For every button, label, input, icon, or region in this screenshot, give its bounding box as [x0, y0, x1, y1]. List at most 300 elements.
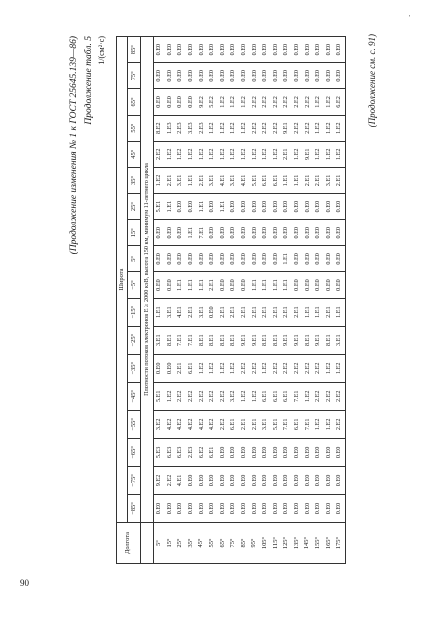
- flux-value-cell: 0.E0: [281, 494, 292, 522]
- flux-value-cell: 0.E0: [207, 466, 218, 494]
- table-row: [281, 37, 292, 564]
- flux-value-cell: 0.E0: [249, 466, 260, 494]
- flux-value-cell: 4.E2: [196, 410, 207, 438]
- flux-value-cell: 8.E1: [165, 326, 176, 354]
- flux-value-cell: 0.E0: [271, 246, 282, 272]
- flux-value-cell: 1.E2: [207, 354, 218, 382]
- flux-value-cell: 3.E2: [228, 382, 239, 410]
- flux-value-cell: 1.E2: [313, 141, 324, 167]
- flux-value-cell: 1.E2: [313, 410, 324, 438]
- flux-value-cell: 1.E2: [324, 410, 335, 438]
- flux-value-cell: 2.E1: [324, 298, 335, 326]
- flux-value-cell: 7.E1: [175, 326, 186, 354]
- flux-value-cell: 2.E2: [218, 410, 229, 438]
- flux-value-cell: 0.E0: [334, 466, 345, 494]
- flux-value-cell: 2.E2: [207, 382, 218, 410]
- flux-value-cell: 0.E0: [302, 37, 313, 63]
- flux-value-cell: 0.E0: [239, 220, 250, 246]
- flux-value-cell: 1.E2: [324, 115, 335, 141]
- flux-value-cell: 3.E3: [186, 115, 197, 141]
- flux-value-cell: 0.E0: [260, 466, 271, 494]
- flux-value-cell: 2.E1: [292, 298, 303, 326]
- flux-value-cell: 8.E1: [271, 326, 282, 354]
- flux-value-cell: 0.E0: [218, 246, 229, 272]
- latitude-column-header: −85°: [128, 494, 141, 522]
- flux-value-cell: 4.E2: [175, 410, 186, 438]
- flux-value-cell: 2.E2: [292, 354, 303, 382]
- flux-value-cell: 0.E0: [260, 438, 271, 466]
- flux-value-cell: 0.E0: [271, 466, 282, 494]
- flux-value-cell: 1.E1: [281, 272, 292, 298]
- units-label: 1/(см²·с): [97, 36, 106, 65]
- longitude-cell: 35°: [186, 523, 197, 564]
- flux-value-cell: 1.E2: [218, 141, 229, 167]
- flux-value-cell: 0.E0: [239, 194, 250, 220]
- flux-value-cell: 1.E2: [324, 89, 335, 115]
- flux-value-cell: 0.E0: [196, 37, 207, 63]
- flux-value-cell: 8.E1: [228, 326, 239, 354]
- flux-value-cell: 0.E0: [186, 37, 197, 63]
- flux-value-cell: 0.E0: [175, 89, 186, 115]
- longitude-cell: 15°: [165, 523, 176, 564]
- flux-value-cell: 6.E3: [175, 438, 186, 466]
- flux-value-cell: 1.E2: [239, 115, 250, 141]
- flux-value-cell: 0.E0: [239, 246, 250, 272]
- flux-value-cell: 0.E0: [165, 246, 176, 272]
- flux-value-cell: 5.E1: [271, 410, 282, 438]
- flux-value-cell: 1.E1: [302, 298, 313, 326]
- flux-value-cell: 0.E0: [313, 466, 324, 494]
- flux-value-cell: 0.E0: [292, 194, 303, 220]
- flux-value-cell: 6.E1: [228, 410, 239, 438]
- flux-value-cell: 3.E1: [207, 167, 218, 193]
- flux-value-cell: 0.E0: [313, 246, 324, 272]
- flux-value-cell: 0.E0: [228, 494, 239, 522]
- flux-value-cell: 4.E1: [239, 167, 250, 193]
- flux-value-cell: 0.E0: [186, 494, 197, 522]
- continuation-footer: (Продолжение см. с. 91): [367, 34, 377, 128]
- flux-value-cell: 3.E1: [260, 410, 271, 438]
- flux-value-cell: 0.E0: [334, 37, 345, 63]
- flux-value-cell: 0.E0: [165, 63, 176, 89]
- flux-value-cell: 0.E0: [175, 63, 186, 89]
- flux-value-cell: 2.E2: [196, 382, 207, 410]
- flux-value-cell: 0.E0: [324, 438, 335, 466]
- flux-value-cell: 2.E2: [249, 89, 260, 115]
- longitude-cell: 125°: [281, 523, 292, 564]
- flux-value-cell: 0.E0: [196, 494, 207, 522]
- flux-value-cell: 7.E1: [281, 410, 292, 438]
- latitude-column-header: −35°: [128, 354, 141, 382]
- table-row: [196, 37, 207, 564]
- flux-value-cell: 1.E1: [196, 194, 207, 220]
- flux-value-cell: 0.E0: [324, 194, 335, 220]
- flux-value-cell: 2.E2: [271, 115, 282, 141]
- flux-value-cell: 2.E2: [249, 115, 260, 141]
- flux-value-cell: 0.E0: [207, 494, 218, 522]
- flux-value-cell: 0.E0: [249, 220, 260, 246]
- flux-value-cell: 9.E2: [154, 466, 165, 494]
- flux-value-cell: 0.E0: [260, 37, 271, 63]
- flux-value-cell: 0.E0: [218, 466, 229, 494]
- page-number: 90: [20, 578, 29, 588]
- flux-value-cell: 2.E2: [292, 115, 303, 141]
- flux-value-cell: 2.E2: [313, 382, 324, 410]
- flux-value-cell: 2.E2: [281, 89, 292, 115]
- flux-value-cell: 0.E0: [207, 298, 218, 326]
- flux-value-cell: 0.E0: [165, 37, 176, 63]
- flux-value-cell: 0.E0: [154, 272, 165, 298]
- flux-value-cell: 9.E1: [313, 326, 324, 354]
- flux-value-cell: 0.E0: [302, 438, 313, 466]
- flux-value-cell: 2.E2: [302, 89, 313, 115]
- latitude-column-header: 75°: [128, 63, 141, 89]
- flux-value-cell: 1.E2: [260, 354, 271, 382]
- flux-value-cell: 0.E0: [313, 37, 324, 63]
- flux-value-cell: 0.E0: [334, 63, 345, 89]
- flux-value-cell: 2.E2: [260, 115, 271, 141]
- latitude-column-header: −75°: [128, 466, 141, 494]
- flux-value-cell: 0.E0: [175, 494, 186, 522]
- flux-value-cell: 2.E2: [175, 382, 186, 410]
- flux-value-cell: 0.E0: [154, 220, 165, 246]
- flux-value-cell: 9.E1: [249, 326, 260, 354]
- flux-value-cell: 2.E1: [196, 167, 207, 193]
- flux-value-cell: 7.E1: [186, 326, 197, 354]
- table-row: [249, 37, 260, 564]
- flux-value-cell: 1.E2: [324, 141, 335, 167]
- flux-value-cell: 2.E2: [281, 354, 292, 382]
- flux-value-cell: 0.E0: [239, 438, 250, 466]
- latitude-column-header: 45°: [128, 141, 141, 167]
- flux-value-cell: 0.E0: [292, 438, 303, 466]
- rotated-sheet: [49, 30, 379, 570]
- flux-value-cell: 4.E1: [175, 298, 186, 326]
- flux-value-cell: 2.E2: [271, 89, 282, 115]
- flux-value-cell: 2.E2: [302, 115, 313, 141]
- flux-value-cell: 8.E1: [218, 326, 229, 354]
- flux-value-cell: 0.E0: [334, 246, 345, 272]
- flux-value-cell: 1.E1: [165, 194, 176, 220]
- continuation-header: (Продолжение изменения № 1 к ГОСТ 25645.139—86): [69, 36, 79, 255]
- flux-value-cell: 9.E1: [302, 141, 313, 167]
- flux-value-cell: 1.E2: [249, 382, 260, 410]
- flux-value-cell: 0.E0: [324, 37, 335, 63]
- latitude-column-header: −25°: [128, 326, 141, 354]
- flux-value-cell: 0.E0: [218, 220, 229, 246]
- flux-value-cell: 0.E0: [260, 246, 271, 272]
- latitude-column-header: 35°: [128, 167, 141, 193]
- flux-value-cell: 3.E2: [154, 410, 165, 438]
- flux-value-cell: 1.E3: [165, 115, 176, 141]
- flux-value-cell: 2.E1: [228, 298, 239, 326]
- flux-value-cell: 4.E1: [175, 466, 186, 494]
- flux-value-cell: 0.E0: [281, 37, 292, 63]
- flux-value-cell: 0.E0: [302, 272, 313, 298]
- flux-value-cell: 7.E1: [196, 220, 207, 246]
- longitude-cell: 165°: [324, 523, 335, 564]
- flux-value-cell: 4.E2: [207, 410, 218, 438]
- latitude-column-header: −55°: [128, 410, 141, 438]
- flux-value-cell: 3.E1: [228, 167, 239, 193]
- flux-value-cell: 0.E0: [292, 63, 303, 89]
- flux-value-cell: 4.E2: [165, 410, 176, 438]
- flux-value-cell: 0.E0: [271, 494, 282, 522]
- flux-value-cell: 3.E1: [334, 326, 345, 354]
- flux-value-cell: 2.E3: [196, 115, 207, 141]
- flux-value-cell: 1.E2: [334, 354, 345, 382]
- flux-value-cell: 0.E0: [324, 466, 335, 494]
- flux-value-cell: 1.E1: [249, 272, 260, 298]
- flux-value-cell: 0.E0: [281, 63, 292, 89]
- flux-value-cell: 0.E0: [313, 63, 324, 89]
- flux-value-cell: 1.E1: [186, 272, 197, 298]
- flux-value-cell: 6.E2: [196, 438, 207, 466]
- table-subtitle: Плотности потоков электронов E ≥ 2000 кэВ, высота 150 км, минимум 11-летнего цикла: [141, 37, 154, 523]
- flux-value-cell: 6.E3: [165, 438, 176, 466]
- flux-value-cell: 9.E1: [281, 326, 292, 354]
- flux-value-cell: 7.E1: [292, 382, 303, 410]
- table-row: [302, 37, 313, 564]
- flux-value-cell: 2.E1: [281, 141, 292, 167]
- flux-value-cell: 2.E1: [239, 410, 250, 438]
- flux-value-cell: 0.E0: [196, 466, 207, 494]
- flux-value-cell: 6.E1: [207, 438, 218, 466]
- flux-value-cell: 6.E1: [281, 382, 292, 410]
- flux-value-cell: 2.E1: [249, 298, 260, 326]
- flux-value-cell: 2.E3: [186, 438, 197, 466]
- latitude-column-header: 55°: [128, 115, 141, 141]
- flux-value-cell: 0.E0: [186, 194, 197, 220]
- flux-value-cell: 0.E0: [334, 438, 345, 466]
- flux-value-cell: 1.E1: [196, 272, 207, 298]
- flux-value-cell: 1.E1: [313, 298, 324, 326]
- table-row: [175, 37, 186, 564]
- flux-value-cell: 0.E0: [260, 63, 271, 89]
- flux-value-cell: 0.E0: [218, 438, 229, 466]
- flux-value-cell: 3.E1: [196, 298, 207, 326]
- flux-value-cell: 9.E1: [281, 115, 292, 141]
- flux-value-cell: 3.E1: [165, 298, 176, 326]
- flux-value-cell: 0.E0: [302, 220, 313, 246]
- flux-value-cell: 2.E1: [313, 167, 324, 193]
- flux-value-cell: 0.E0: [196, 246, 207, 272]
- flux-value-cell: 1.E2: [313, 115, 324, 141]
- latitude-column-header: −5°: [128, 272, 141, 298]
- flux-value-cell: 0.E0: [292, 466, 303, 494]
- flux-value-cell: 2.E1: [260, 298, 271, 326]
- flux-value-cell: 2.E1: [165, 167, 176, 193]
- flux-value-cell: 0.E0: [175, 246, 186, 272]
- flux-value-cell: 1.E2: [228, 141, 239, 167]
- flux-value-cell: 1.E2: [186, 141, 197, 167]
- latitude-column-header: 65°: [128, 89, 141, 115]
- flux-value-cell: 1.E2: [292, 141, 303, 167]
- flux-value-cell: 1.E2: [334, 115, 345, 141]
- flux-value-cell: 1.E2: [239, 89, 250, 115]
- latitude-column-header: 25°: [128, 194, 141, 220]
- table-row: [260, 37, 271, 564]
- table-row: [271, 37, 282, 564]
- flux-value-cell: 2.E2: [334, 410, 345, 438]
- flux-value-cell: 0.E0: [218, 37, 229, 63]
- flux-value-cell: 1.E1: [281, 246, 292, 272]
- flux-value-cell: 0.E0: [218, 63, 229, 89]
- latitude-column-header: 5°: [128, 246, 141, 272]
- flux-value-cell: 0.E0: [154, 37, 165, 63]
- flux-value-cell: 1.E1: [175, 272, 186, 298]
- flux-value-cell: 0.E0: [207, 246, 218, 272]
- flux-value-cell: 1.E2: [165, 382, 176, 410]
- flux-value-cell: 1.E2: [324, 354, 335, 382]
- flux-value-cell: 0.E0: [165, 89, 176, 115]
- table-row: [313, 37, 324, 564]
- flux-value-cell: 1.E1: [218, 194, 229, 220]
- flux-value-cell: 2.E2: [165, 466, 176, 494]
- longitude-cell: 55°: [207, 523, 218, 564]
- flux-value-cell: 2.E2: [249, 354, 260, 382]
- flux-value-cell: 1.E2: [302, 382, 313, 410]
- flux-value-cell: 0.E0: [249, 438, 260, 466]
- table-row: [324, 37, 335, 564]
- flux-value-cell: 0.E0: [196, 63, 207, 89]
- flux-value-cell: 0.E0: [249, 246, 260, 272]
- corner-mark: ': [409, 14, 411, 22]
- flux-value-cell: 0.E0: [228, 37, 239, 63]
- table-row: [207, 37, 218, 564]
- flux-value-cell: 1.E2: [239, 382, 250, 410]
- flux-value-cell: 0.E0: [207, 194, 218, 220]
- flux-value-cell: 3.E1: [324, 167, 335, 193]
- flux-value-cell: 1.E2: [249, 141, 260, 167]
- flux-value-cell: 0.E0: [175, 194, 186, 220]
- flux-value-cell: 1.E2: [260, 141, 271, 167]
- longitude-cell: 95°: [249, 523, 260, 564]
- flux-value-cell: 5.E1: [249, 167, 260, 193]
- flux-value-cell: 0.E0: [228, 220, 239, 246]
- flux-value-cell: 8.E1: [324, 326, 335, 354]
- flux-value-cell: 0.E0: [154, 89, 165, 115]
- flux-value-cell: 1.E2: [228, 115, 239, 141]
- flux-value-cell: 0.E0: [154, 246, 165, 272]
- flux-value-cell: 0.E0: [313, 494, 324, 522]
- longitude-cell: 115°: [271, 523, 282, 564]
- flux-value-cell: 0.E0: [292, 37, 303, 63]
- flux-value-cell: 1.E2: [313, 89, 324, 115]
- longitude-cell: 45°: [196, 523, 207, 564]
- flux-value-cell: 0.E0: [154, 354, 165, 382]
- flux-value-cell: 0.E0: [239, 63, 250, 89]
- flux-value-cell: 4.E1: [218, 167, 229, 193]
- flux-value-cell: 1.E2: [228, 354, 239, 382]
- flux-value-cell: 0.E0: [228, 63, 239, 89]
- flux-value-cell: 0.E0: [207, 63, 218, 89]
- flux-value-cell: 2.E1: [218, 298, 229, 326]
- flux-value-cell: 0.E0: [324, 272, 335, 298]
- flux-value-cell: 0.E0: [260, 220, 271, 246]
- flux-value-cell: 0.E0: [207, 37, 218, 63]
- flux-value-cell: 1.E2: [218, 89, 229, 115]
- flux-value-cell: 6.E1: [186, 354, 197, 382]
- table-row: [292, 37, 303, 564]
- flux-value-cell: 0.E0: [165, 272, 176, 298]
- flux-value-cell: 2.E1: [281, 298, 292, 326]
- flux-value-cell: 0.E0: [271, 438, 282, 466]
- flux-value-cell: 0.E0: [154, 63, 165, 89]
- flux-value-cell: 1.E1: [271, 272, 282, 298]
- flux-value-cell: 3.E1: [175, 167, 186, 193]
- flux-value-cell: 1.E2: [207, 115, 218, 141]
- longitude-cell: 135°: [292, 523, 303, 564]
- flux-value-cell: 0.E0: [313, 438, 324, 466]
- flux-value-cell: 0.E0: [165, 494, 176, 522]
- table-row: [239, 37, 250, 564]
- table-row: [334, 37, 345, 564]
- flux-value-cell: 1.E2: [218, 115, 229, 141]
- longitude-cell: 75°: [228, 523, 239, 564]
- flux-value-cell: 2.E2: [154, 141, 165, 167]
- flux-value-cell: 0.E0: [271, 220, 282, 246]
- latitude-column-header: −45°: [128, 382, 141, 410]
- flux-value-cell: 0.E0: [281, 466, 292, 494]
- flux-value-cell: 1.E2: [334, 141, 345, 167]
- flux-value-cell: 2.E2: [292, 89, 303, 115]
- flux-value-cell: 1.E1: [334, 298, 345, 326]
- flux-value-cell: 0.E0: [249, 37, 260, 63]
- flux-value-cell: 0.E0: [154, 494, 165, 522]
- flux-value-cell: 5.E3: [154, 438, 165, 466]
- flux-value-cell: 0.E0: [260, 194, 271, 220]
- flux-value-cell: 1.E1: [154, 298, 165, 326]
- flux-value-cell: 1.E2: [207, 141, 218, 167]
- flux-value-cell: 5.E1: [154, 382, 165, 410]
- flux-value-cell: 6.E1: [271, 382, 282, 410]
- flux-value-cell: 2.E2: [218, 382, 229, 410]
- flux-value-cell: 1.E2: [271, 141, 282, 167]
- longitude-cell: 105°: [260, 523, 271, 564]
- flux-value-cell: 1.E2: [165, 141, 176, 167]
- flux-value-cell: 0.E0: [218, 272, 229, 298]
- flux-value-cell: 2.E3: [175, 115, 186, 141]
- latitude-column-header: −65°: [128, 438, 141, 466]
- longitude-cell: 85°: [239, 523, 250, 564]
- flux-value-cell: 0.E0: [324, 63, 335, 89]
- longitude-cell: 65°: [218, 523, 229, 564]
- flux-value-cell: 1.E1: [186, 220, 197, 246]
- flux-value-cell: 0.E0: [313, 272, 324, 298]
- flux-value-cell: 0.E0: [218, 494, 229, 522]
- flux-value-cell: 1.E1: [281, 167, 292, 193]
- flux-value-cell: 2.E2: [239, 354, 250, 382]
- flux-value-cell: 0.E0: [292, 494, 303, 522]
- flux-value-cell: 0.E0: [281, 438, 292, 466]
- flux-value-cell: 0.E0: [324, 220, 335, 246]
- flux-value-cell: 4.E2: [186, 410, 197, 438]
- latitude-values-row: [128, 37, 141, 564]
- flux-value-cell: 1.E2: [239, 141, 250, 167]
- flux-value-cell: 1.E2: [196, 354, 207, 382]
- flux-value-cell: 0.E0: [324, 246, 335, 272]
- flux-value-cell: 0.E0: [239, 494, 250, 522]
- flux-value-cell: 1.E1: [292, 167, 303, 193]
- flux-value-cell: 0.E0: [292, 220, 303, 246]
- flux-value-cell: 1.E2: [218, 354, 229, 382]
- flux-value-cell: 5.E2: [207, 89, 218, 115]
- flux-value-cell: 0.E0: [165, 354, 176, 382]
- table-row: [154, 37, 165, 564]
- flux-value-cell: 1.E2: [175, 141, 186, 167]
- table-caption: Продолжение табл. 5: [84, 36, 94, 125]
